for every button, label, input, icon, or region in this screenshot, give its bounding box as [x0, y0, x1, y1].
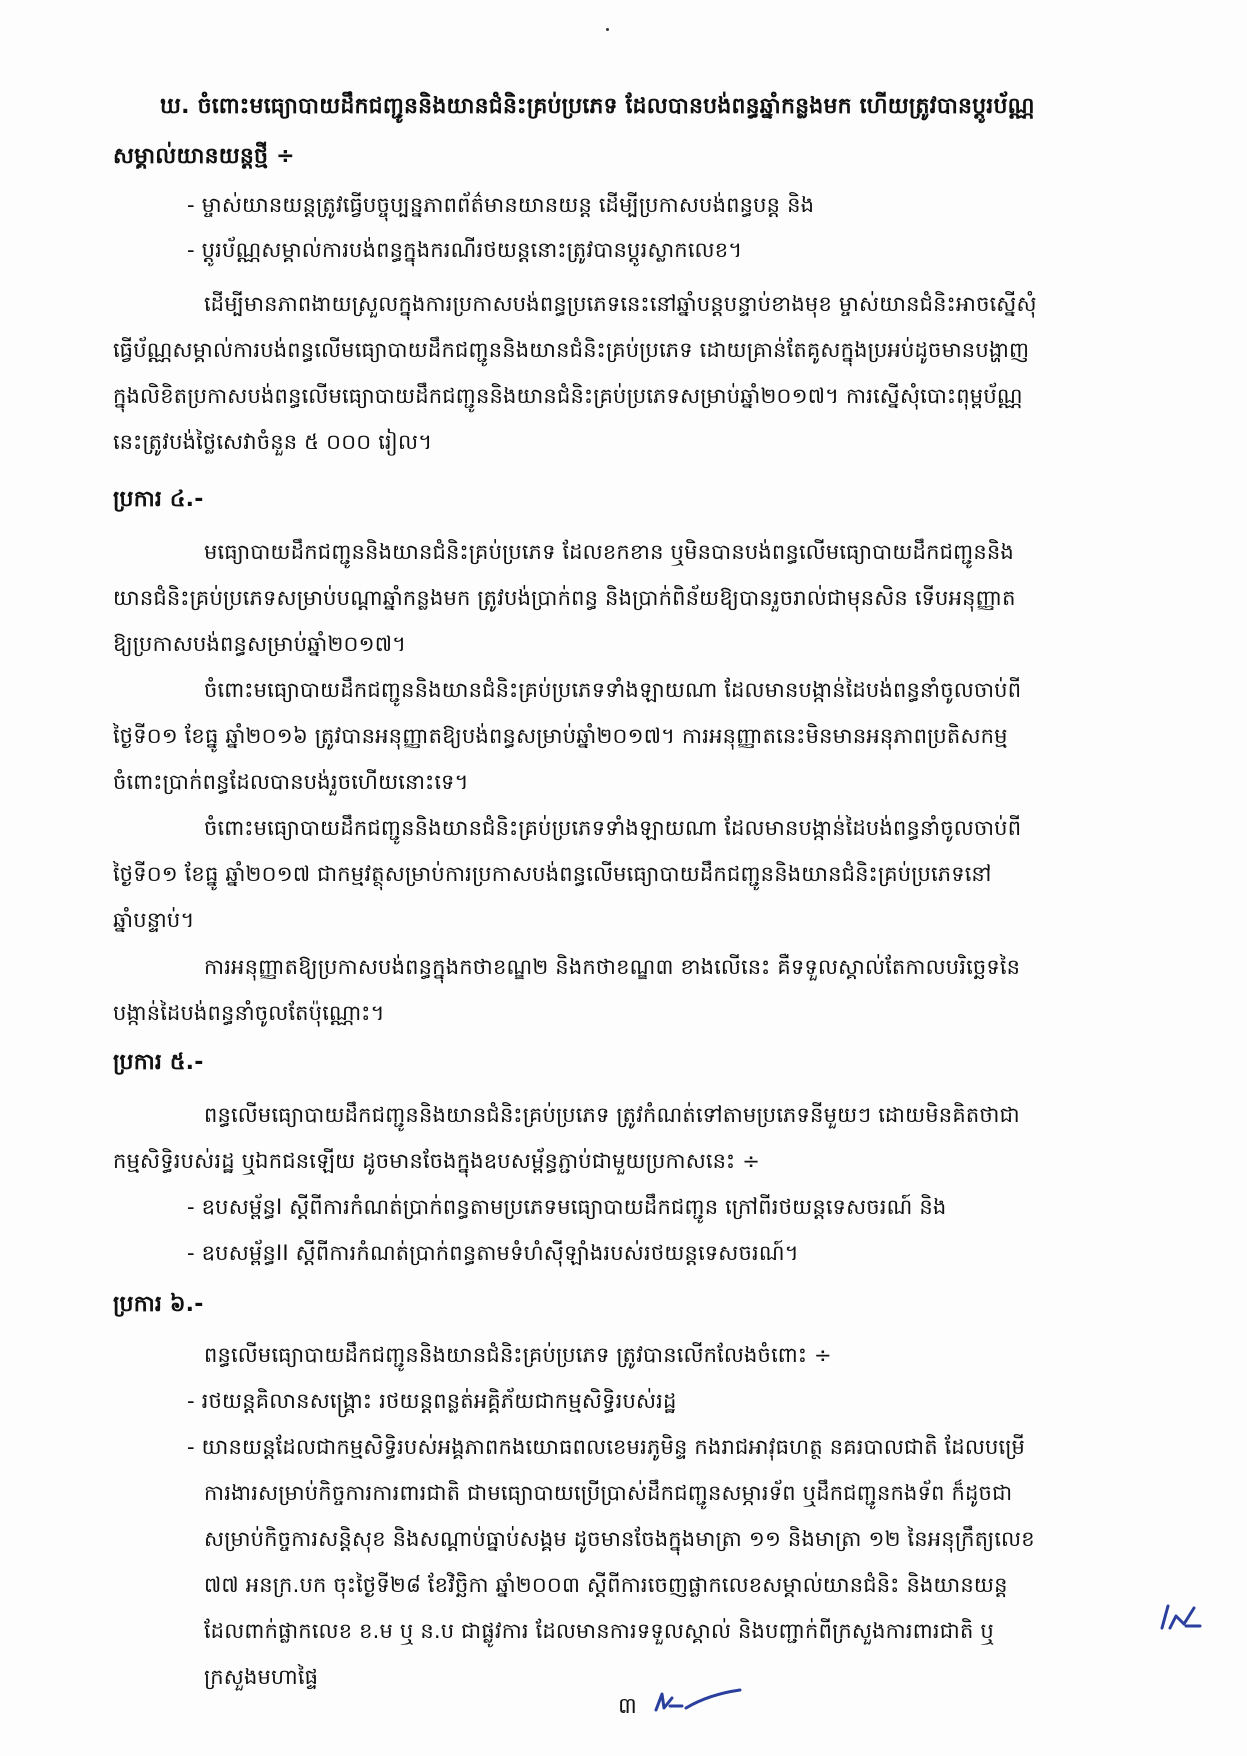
paragraph-line: ពន្ធលើមធ្យោបាយដឹកជញ្ជូននិងយានជំនិះគ្រប់ប្រភេទ ត្រូវបានលើកលែងចំពោះ ÷	[204, 1343, 832, 1367]
list-item: - យានយន្តដែលជាកម្មសិទ្ធិរបស់អង្គភាពកងយោធពលខេមរភូមិន្ទ កងរាជអាវុធហត្ថ នគរបាលជាតិ ដែលបម្រើ	[187, 1435, 1026, 1459]
section-title-line1: ឃ. ចំពោះមធ្យោបាយដឹកជញ្ជូននិងយានជំនិះគ្រប់ប្រភេទ ដែលបានបង់ពន្ធឆ្នាំកន្លងមក ហើយត្រូវបានប្ដូរប័ណ្ណ	[160, 94, 1035, 119]
paragraph-line: ចំពោះប្រាក់ពន្ធដែលបានបង់រួចហើយនោះទេ។	[113, 770, 469, 794]
paragraph-line: ថ្ងៃទី០១ ខែធ្នូ ឆ្នាំ២០១៦ ត្រូវបានអនុញ្ញាតឱ្យបង់ពន្ធសម្រាប់ឆ្នាំ២០១៧។ ការអនុញ្ញាតនេះមិនមានអនុភាពប្រតិសកម្ម	[113, 724, 1008, 748]
article-4-heading: ប្រការ ៤.-	[113, 487, 204, 512]
paragraph-line: កម្មសិទ្ធិរបស់រដ្ឋ ឬឯកជនឡើយ ដូចមានចែងក្នុងឧបសម្ព័ន្ធភ្ជាប់ជាមួយប្រកាសនេះ ÷	[113, 1149, 761, 1173]
paragraph-line: ក្នុងលិខិតប្រកាសបង់ពន្ធលើមធ្យោបាយដឹកជញ្ជូននិងយានជំនិះគ្រប់ប្រភេទសម្រាប់ឆ្នាំ២០១៧។ ការស្នើសុំបោះពុម្ពប័ណ្ណ	[113, 384, 1023, 408]
paragraph-line: ឱ្យប្រកាសបង់ពន្ធសម្រាប់ឆ្នាំ២០១៧។	[113, 632, 407, 656]
paragraph-line: ៧៧ អនក្រ.បក ចុះថ្ងៃទី២៨ ខែវិច្ឆិកា ឆ្នាំ២០០៣ ស្ដីពីការចេញផ្លាកលេខសម្គាល់យានជំនិះ និងយានយន្ត	[204, 1573, 1008, 1597]
paragraph-line: នេះត្រូវបង់ថ្លៃសេវាចំនួន ៥ ០០០ រៀល។	[113, 430, 433, 454]
article-6-heading: ប្រការ ៦.-	[113, 1292, 204, 1317]
paragraph-line: ការអនុញ្ញាតឱ្យប្រកាសបង់ពន្ធក្នុងកថាខណ្ឌ២ និងកថាខណ្ឌ៣ ខាងលើនេះ គឺទទួលស្គាល់តែកាលបរិច្ឆេទនៃ	[204, 955, 1021, 979]
page-number: ៣	[618, 1694, 637, 1719]
paragraph-line: ការងារសម្រាប់កិច្ចការការពារជាតិ ជាមធ្យោបាយប្រើប្រាស់ដឹកជញ្ជូនសម្ភារទ័ព ឬដឹកជញ្ជូនកងទ័ព ក៏ដូចជា	[204, 1481, 1013, 1505]
paragraph-line: សម្រាប់កិច្ចការសន្តិសុខ និងសណ្ដាប់ធ្នាប់សង្គម ដូចមានចែងក្នុងមាត្រា ១១ និងមាត្រា ១២ នៃអនុក្រឹត្យលេខ	[204, 1527, 1035, 1551]
list-item: - ប្ដូរប័ណ្ណសម្គាល់ការបង់ពន្ធក្នុងករណីរថយន្តនោះត្រូវបានប្ដូរស្លាកលេខ។	[187, 238, 743, 262]
paragraph-line: ចំពោះមធ្យោបាយដឹកជញ្ជូននិងយានជំនិះគ្រប់ប្រភេទទាំងឡាយណា ដែលមានបង្កាន់ដៃបង់ពន្ធនាំចូលចាប់ពី	[204, 816, 1022, 840]
scan-speck	[606, 28, 609, 31]
article-5-heading: ប្រការ ៥.-	[113, 1050, 204, 1075]
paragraph-line: ដើម្បីមានភាពងាយស្រួលក្នុងការប្រកាសបង់ពន្ធប្រភេទនេះនៅឆ្នាំបន្តបន្ទាប់ខាងមុខ ម្ចាស់យានជំនិះអាចស្នើសុំ	[204, 292, 1037, 316]
list-item: - រថយន្តគិលានសង្គ្រោះ រថយន្តពន្លត់អគ្គិភ័យជាកម្មសិទ្ធិរបស់រដ្ឋ	[187, 1389, 677, 1413]
paragraph-line: យានជំនិះគ្រប់ប្រភេទសម្រាប់បណ្ដាឆ្នាំកន្លងមក ត្រូវបង់ប្រាក់ពន្ធ និងប្រាក់ពិន័យឱ្យបានរួចរាល់ជាមុនសិន ទើបអនុញ្ញាត	[113, 586, 1016, 610]
paragraph-line: មធ្យោបាយដឹកជញ្ជូននិងយានជំនិះគ្រប់ប្រភេទ ដែលខកខាន ឬមិនបានបង់ពន្ធលើមធ្យោបាយដឹកជញ្ជូននិង	[204, 540, 1014, 564]
paragraph-line: ចំពោះមធ្យោបាយដឹកជញ្ជូននិងយានជំនិះគ្រប់ប្រភេទទាំងឡាយណា ដែលមានបង្កាន់ដៃបង់ពន្ធនាំចូលចាប់ពី	[204, 678, 1022, 702]
paragraph-line: ដែលពាក់ផ្លាកលេខ ខ.ម ឬ ន.ប ជាផ្លូវការ ដែលមានការទទួលស្គាល់ និងបញ្ជាក់ពីក្រសួងការពារជាតិ ឬ	[204, 1619, 994, 1643]
list-item: - ឧបសម្ព័ន្ធII ស្ដីពីការកំណត់ប្រាក់ពន្ធតាមទំហំស៊ីឡាំងរបស់រថយន្តទេសចរណ៍។	[187, 1241, 799, 1265]
list-item: - ឧបសម្ព័ន្ធI ស្ដីពីការកំណត់ប្រាក់ពន្ធតាមប្រភេទមធ្យោបាយដឹកជញ្ជូន ក្រៅពីរថយន្តទេសចរណ៍ និង	[187, 1195, 947, 1219]
section-title-line2: សម្គាល់យានយន្តថ្មី ÷	[113, 144, 295, 169]
paragraph-line: ឆ្នាំបន្ទាប់។	[113, 908, 195, 932]
paragraph-line: ពន្ធលើមធ្យោបាយដឹកជញ្ជូននិងយានជំនិះគ្រប់ប្រភេទ ត្រូវកំណត់ទៅតាមប្រភេទនីមួយៗ ដោយមិនគិតថាជា	[204, 1103, 1020, 1127]
handwritten-initial-signature	[652, 1684, 748, 1724]
paragraph-line: ធ្វើប័ណ្ណសម្គាល់ការបង់ពន្ធលើមធ្យោបាយដឹកជញ្ជូននិងយានជំនិះគ្រប់ប្រភេទ ដោយគ្រាន់តែគូសក្នុងប្រអប់ដូចមានបង្ហាញ	[113, 338, 1030, 362]
paragraph-line: បង្កាន់ដៃបង់ពន្ធនាំចូលតែប៉ុណ្ណោះ។	[113, 1001, 385, 1025]
paragraph-line: ថ្ងៃទី០១ ខែធ្នូ ឆ្នាំ២០១៧ ជាកម្មវត្ថុសម្រាប់ការប្រកាសបង់ពន្ធលើមធ្យោបាយដឹកជញ្ជូននិងយានជំនិះគ្រប់ប្រភេទនៅ	[113, 862, 992, 886]
list-item: - ម្ចាស់យានយន្តត្រូវធ្វើបច្ចុប្បន្នភាពព័ត៌មានយានយន្ត ដើម្បីប្រកាសបង់ពន្ធបន្ត និង	[187, 193, 815, 217]
handwritten-margin-initial	[1154, 1598, 1210, 1638]
paragraph-line: ក្រសួងមហាផ្ទៃ	[204, 1665, 319, 1689]
